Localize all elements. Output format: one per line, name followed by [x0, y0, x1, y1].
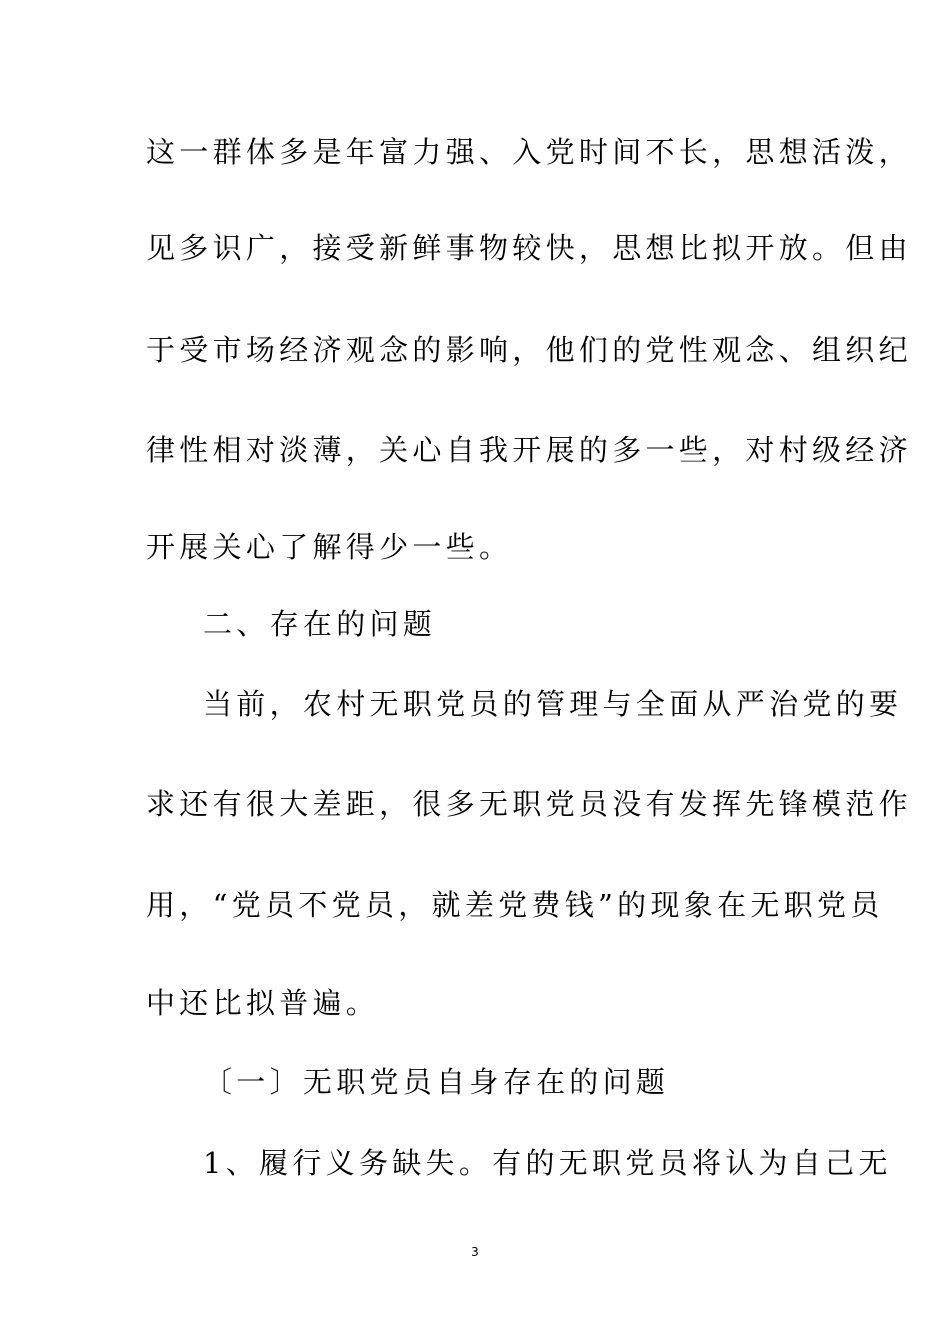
- paragraph-line: 于受市场经济观念的影响，他们的党性观念、组织纪: [146, 333, 912, 367]
- paragraph-line: 律性相对淡薄，关心自我开展的多一些，对村级经济: [146, 433, 912, 467]
- paragraph-line: 求还有很大差距，很多无职党员没有发挥先锋模范作: [146, 787, 912, 821]
- paragraph-line: 当前，农村无职党员的管理与全面从严治党的要: [203, 687, 903, 721]
- section-heading: 二、存在的问题: [203, 607, 437, 641]
- paragraph-line: 用，“党员不党员，就差党费钱”的现象在无职党员: [146, 888, 884, 922]
- paragraph-line: 中还比拟普遍。: [146, 986, 380, 1020]
- page-number: 3: [471, 1245, 479, 1259]
- paragraph-line: 见多识广，接受新鲜事物较快，思想比拟开放。但由: [146, 231, 912, 265]
- paragraph-line: 这一群体多是年富力强、入党时间不长，思想活泼，: [146, 135, 912, 169]
- subsection-heading: 〔一〕无职党员自身存在的问题: [203, 1065, 670, 1099]
- paragraph-line: 1、履行义务缺失。有的无职党员将认为自己无: [203, 1146, 892, 1180]
- paragraph-line: 开展关心了解得少一些。: [146, 530, 513, 564]
